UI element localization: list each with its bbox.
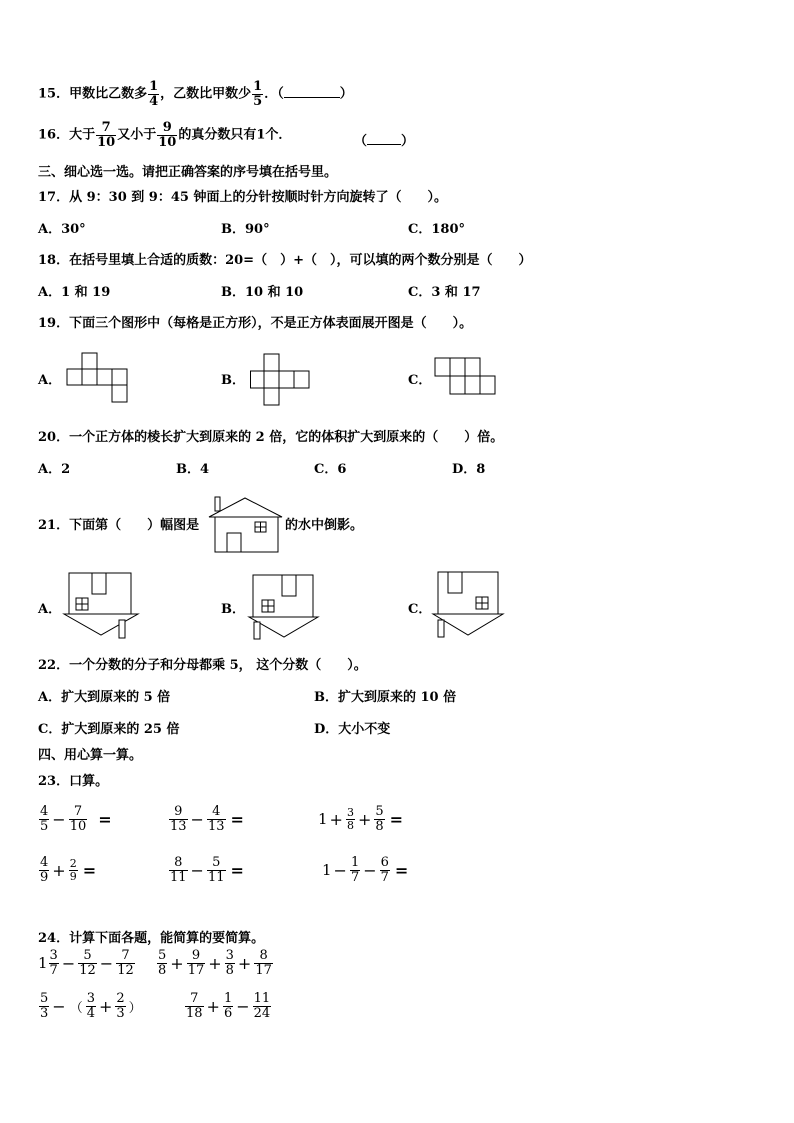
- fraction: $\frac{1}{5}$: [253, 79, 263, 109]
- question-24: 24．计算下面各题，能简算的要简算。: [38, 931, 265, 946]
- oral-expression-1: $\frac{4}{5}$ − $\frac{7}{10}$ =: [40, 804, 112, 834]
- option-a[interactable]: A．: [38, 373, 62, 388]
- question-23: 23．口算。: [38, 774, 109, 789]
- section-3-heading: 三、细心选一选。请把正确答案的序号填在括号里。: [38, 165, 338, 180]
- fraction: $\frac{9}{10}$: [158, 120, 177, 150]
- calc-expression-1: 1 $\frac{3}{7}$ − $\frac{5}{12}$ − $\frac{7}{12}$: [38, 948, 134, 978]
- oral-expression-4: $\frac{4}{9}$ + $\frac{2}{9}$ =: [40, 855, 97, 885]
- answer-blank[interactable]: [284, 97, 340, 98]
- option-a[interactable]: A．1 和 19: [38, 285, 111, 300]
- option-c[interactable]: C．6: [314, 462, 347, 477]
- option-b[interactable]: B．: [221, 373, 245, 388]
- section-4-heading: 四、用心算一算。: [38, 748, 143, 763]
- reflected-house-a: [63, 572, 141, 640]
- question-16: 16．大于 $\frac{7}{10}$ 又小于 $\frac{9}{10}$ 的真分数只有1个．: [38, 120, 292, 150]
- fraction: $\frac{7}{10}$: [97, 120, 116, 150]
- option-a[interactable]: A．30°: [38, 222, 86, 237]
- option-c[interactable]: C．: [408, 373, 432, 388]
- option-c[interactable]: C．3 和 17: [408, 285, 481, 300]
- calc-expression-3: $\frac{5}{3}$ − （ $\frac{3}{4}$ + $\frac{2}{3}$ ）: [40, 991, 142, 1021]
- question-20: 20．一个正方体的棱长扩大到原来的 2 倍，它的体积扩大到原来的（ ）倍。: [38, 430, 504, 445]
- cube-net-b: [250, 353, 310, 407]
- option-c[interactable]: C．扩大到原来的 25 倍: [38, 722, 180, 737]
- oral-expression-2: $\frac{9}{13}$ − $\frac{4}{13}$ =: [170, 804, 244, 834]
- answer-blank[interactable]: [367, 144, 401, 145]
- option-b[interactable]: B．4: [176, 462, 210, 477]
- option-b[interactable]: B．: [221, 602, 245, 617]
- option-d[interactable]: D．大小不变: [314, 722, 391, 737]
- option-a[interactable]: A．: [38, 602, 62, 617]
- reflected-house-c: [432, 571, 504, 639]
- option-b[interactable]: B．10 和 10: [221, 285, 304, 300]
- option-b[interactable]: B．90°: [221, 222, 270, 237]
- option-c[interactable]: C．: [408, 602, 432, 617]
- calc-expression-2: $\frac{5}{8}$ + $\frac{9}{17}$ + $\frac{3}{8}$ + $\frac{8}{17}$: [158, 948, 272, 978]
- oral-expression-6: 1 − $\frac{1}{7}$ − $\frac{6}{7}$ =: [322, 855, 409, 885]
- question-15: 15．甲数比乙数多 $\frac{1}{4}$ ，乙数比甲数少 $\frac{1}{5}$ ．（ ）: [38, 79, 353, 109]
- option-a[interactable]: A．2: [38, 462, 71, 477]
- option-d[interactable]: D．8: [452, 462, 486, 477]
- question-22: 22．一个分数的分子和分母都乘 5， 这个分数（ ）。: [38, 658, 367, 673]
- question-16-answer: （ ）: [354, 134, 415, 149]
- calc-expression-4: $\frac{7}{18}$ + $\frac{1}{6}$ − $\frac{11}{24}$: [186, 991, 271, 1021]
- option-a[interactable]: A．扩大到原来的 5 倍: [38, 690, 171, 705]
- question-21-end: 的水中倒影。: [285, 518, 364, 533]
- oral-expression-3: 1 + $\frac{3}{8}$ + $\frac{5}{8}$ =: [318, 804, 404, 834]
- option-b[interactable]: B．扩大到原来的 10 倍: [314, 690, 457, 705]
- question-21: 21．下面第（ ）幅图是: [38, 518, 200, 533]
- option-c[interactable]: C．180°: [408, 222, 465, 237]
- oral-expression-5: $\frac{8}{11}$ − $\frac{5}{11}$ =: [170, 855, 244, 885]
- question-17: 17．从 9：30 到 9：45 钟面上的分针按顺时针方向旋转了（ ）。: [38, 190, 447, 205]
- fraction: $\frac{1}{4}$: [149, 79, 159, 109]
- question-19: 19．下面三个图形中（每格是正方形），不是正方体表面展开图是（ ）。: [38, 316, 473, 331]
- cube-net-c: [434, 357, 496, 395]
- reflected-house-b: [248, 574, 320, 640]
- house-icon: [208, 495, 284, 555]
- question-18: 18．在括号里填上合适的质数：20=（ ）+（ ），可以填的两个数分别是（ ）: [38, 253, 532, 268]
- cube-net-a: [66, 352, 128, 403]
